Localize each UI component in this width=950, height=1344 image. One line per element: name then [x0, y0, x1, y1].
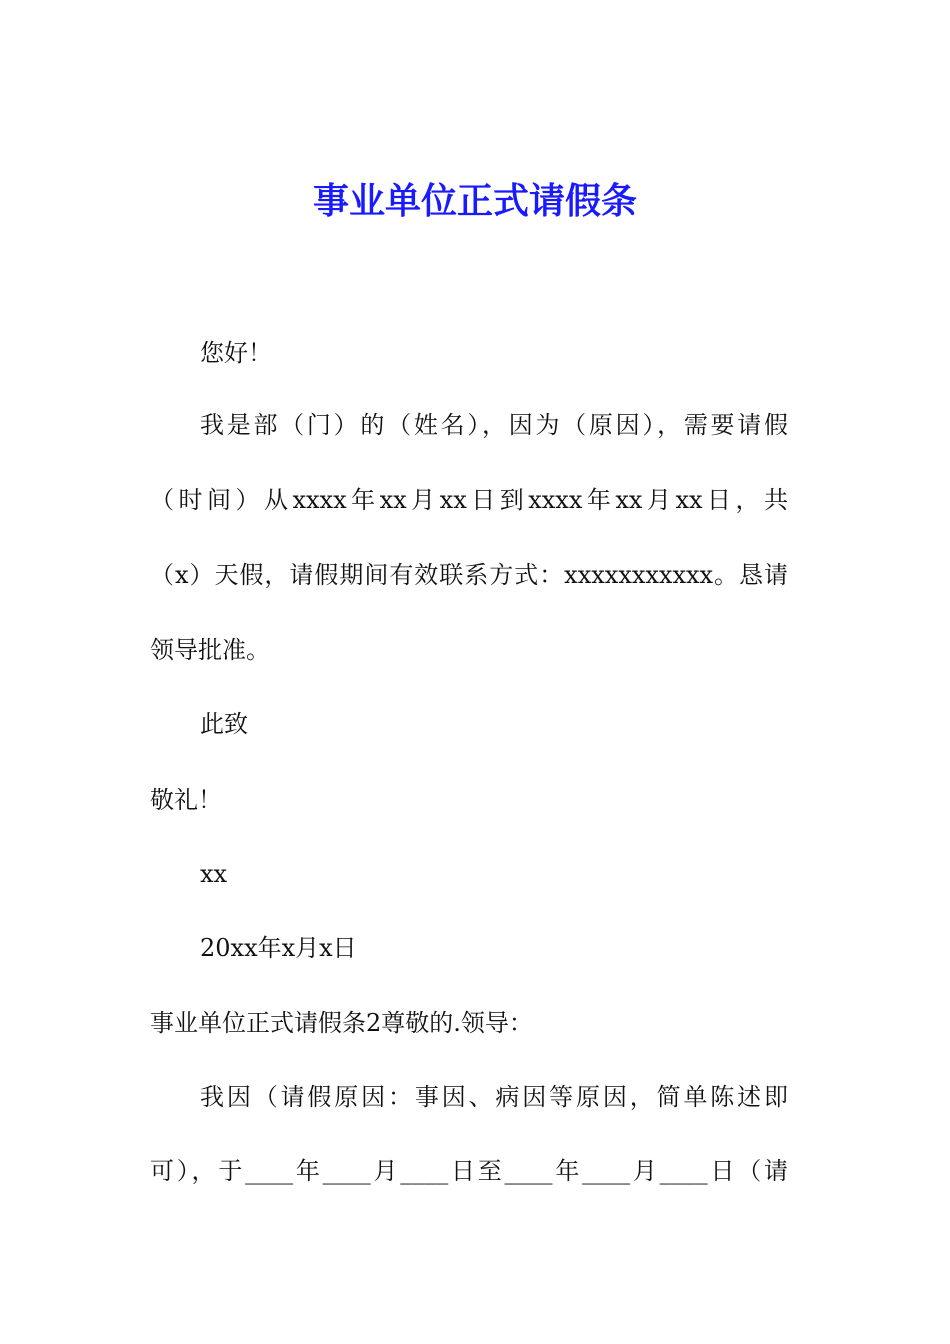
signature-date: 20xx年x月x日	[200, 934, 357, 962]
body-paragraph-line: 我因（请假原因：事因、病因等原因，简单陈述即	[200, 1083, 788, 1111]
document-title: 事业单位正式请假条	[312, 181, 637, 222]
section-heading-line: 事业单位正式请假条2尊敬的.领导：	[150, 1009, 533, 1037]
body-paragraph-line: 可），于____年____月____日至____年____月____日（请	[150, 1157, 788, 1185]
salutation-line: 敬礼！	[150, 786, 222, 814]
body-paragraph-line: （x）天假，请假期间有效联系方式：xxxxxxxxxxx。恳请	[150, 561, 788, 589]
signature-name: xx	[200, 860, 228, 888]
closing-line: 此致	[200, 710, 248, 738]
body-paragraph-line: 我是部（门）的（姓名），因为（原因），需要请假	[200, 411, 788, 439]
greeting-line: 您好！	[200, 339, 272, 367]
body-paragraph-line: （时间）从xxxx年xx月xx日到xxxx年xx月xx日，共	[150, 486, 788, 514]
body-paragraph-line: 领导批准。	[150, 636, 270, 664]
